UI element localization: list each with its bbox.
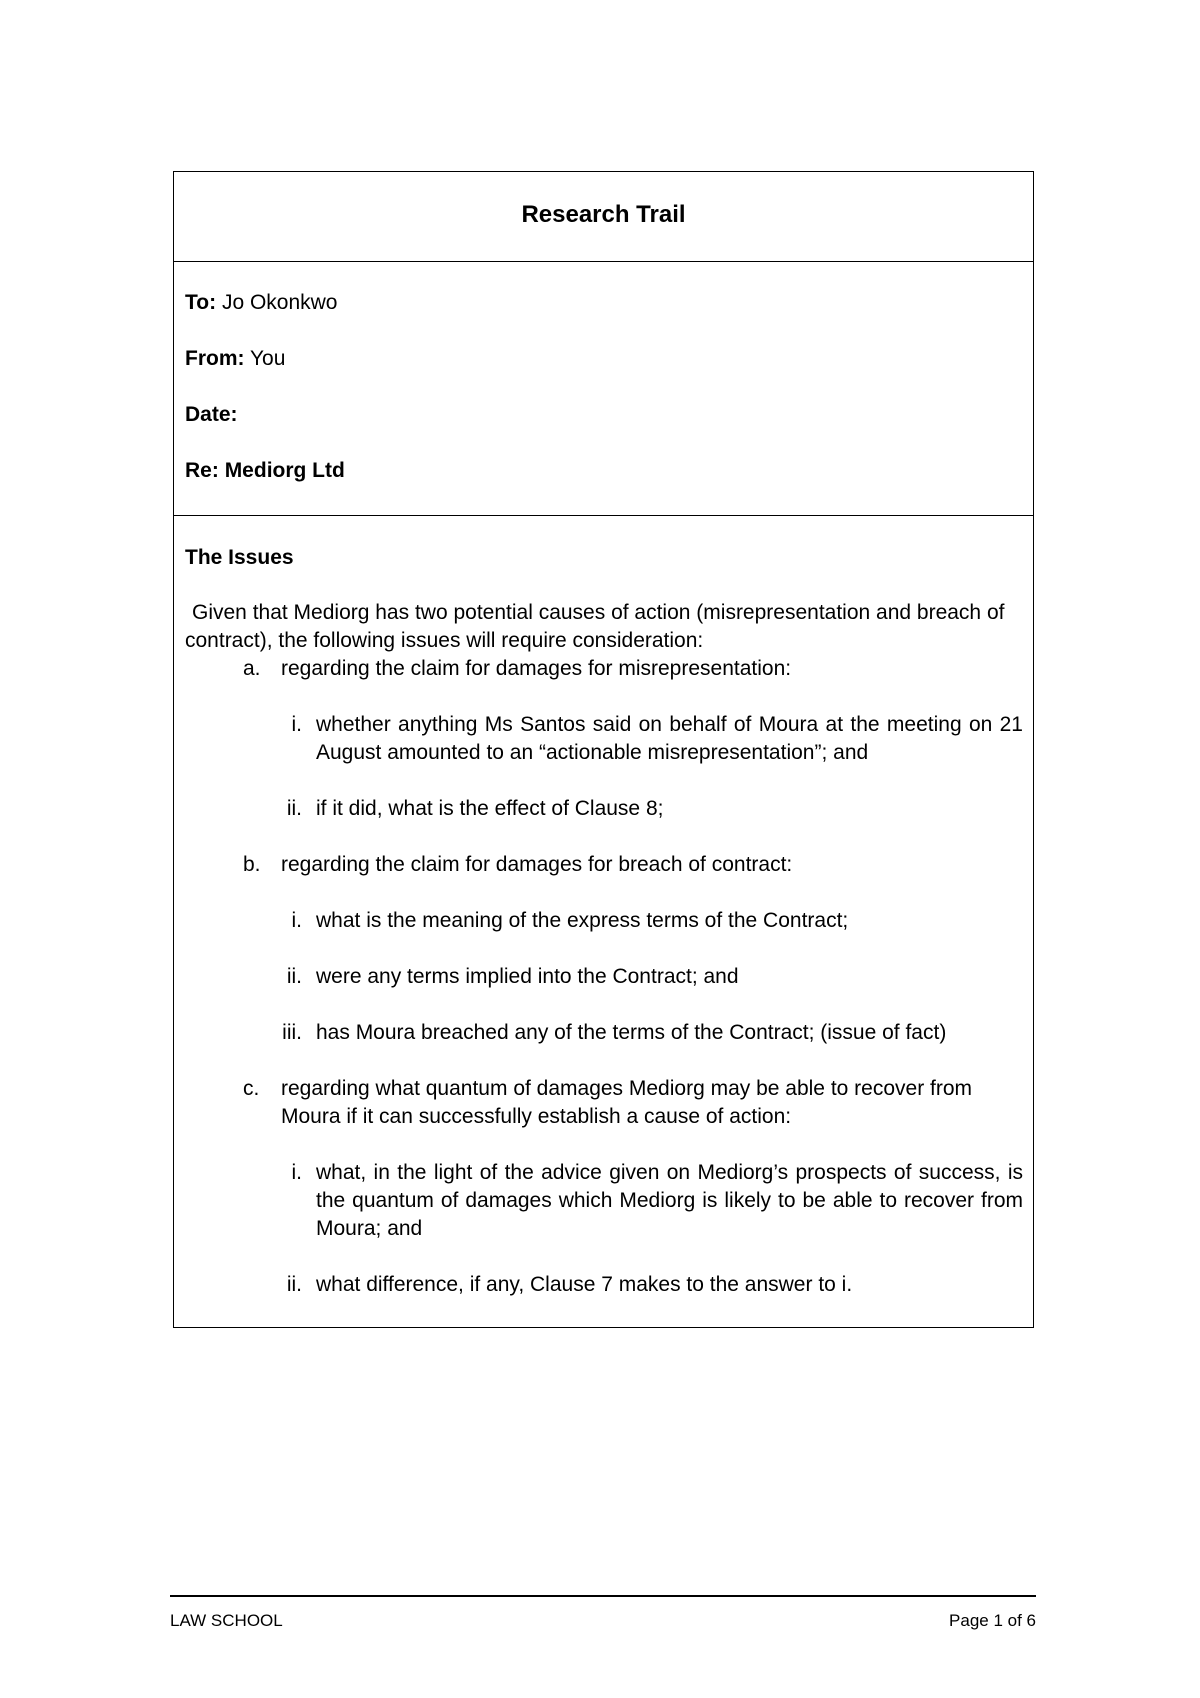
- issue-b-i: [277, 907, 1023, 935]
- item-text: were any terms implied into the Contract; and: [316, 965, 739, 988]
- item-text: if it did, what is the effect of Clause 8;: [316, 797, 664, 820]
- issue-section-c: [243, 1075, 1023, 1131]
- item-text: has Moura breached any of the terms of the Contract; (issue of fact): [316, 1021, 947, 1044]
- issue-section-a: [243, 655, 1023, 683]
- re-value: Mediorg Ltd: [224, 459, 345, 482]
- re-line: [185, 457, 1033, 513]
- issue-section-b: [243, 851, 1023, 879]
- item-marker: ii.: [286, 965, 302, 988]
- item-marker: i.: [291, 909, 302, 932]
- item-text: what, in the light of the advice given on Mediorg’s prospects of success, is the quantum of damages which Mediorg is likely to be able to recover from Moura; and: [316, 1161, 1023, 1240]
- date-line: [185, 401, 1033, 457]
- page-number: Page 1 of 6: [949, 1611, 1036, 1630]
- section-text: regarding what quantum of damages Mediorg may be able to recover from Moura if it can successfully establish a cause of action:: [281, 1077, 973, 1128]
- section-marker: c.: [243, 1077, 260, 1100]
- to-value: Jo Okonkwo: [221, 291, 338, 314]
- issues-cell: [174, 516, 1033, 1327]
- to-line: [185, 289, 1033, 345]
- footer-school-name: LAW SCHOOL: [170, 1611, 283, 1630]
- section-text: regarding the claim for damages for misrepresentation:: [281, 657, 792, 680]
- memo-header-cell: [174, 262, 1033, 516]
- issue-c-i: [277, 1159, 1023, 1243]
- item-marker: i.: [291, 713, 302, 736]
- issue-b-iii: [277, 1019, 1023, 1047]
- issue-c-ii: [277, 1271, 1023, 1299]
- issues-intro: Given that Mediorg has two potential causes of action (misrepresentation and breach of contract), the following issues will require consideration:: [185, 601, 1005, 652]
- date-label: Date:: [185, 403, 238, 426]
- item-marker: ii.: [286, 1273, 302, 1296]
- from-line: [185, 345, 1033, 401]
- item-marker: i.: [291, 1161, 302, 1184]
- from-value: You: [249, 347, 286, 370]
- title-cell: [174, 172, 1033, 262]
- item-text: what is the meaning of the express terms of the Contract;: [316, 909, 849, 932]
- issue-b-ii: [277, 963, 1023, 991]
- research-trail-table: [173, 171, 1034, 1328]
- section-marker: a.: [243, 657, 261, 680]
- item-text: whether anything Ms Santos said on behalf of Moura at the meeting on 21 August amounted to an “actionable misrepresentation”; and: [316, 713, 1023, 764]
- item-marker: ii.: [286, 797, 302, 820]
- re-label: Re:: [185, 459, 219, 482]
- section-text: regarding the claim for damages for breach of contract:: [281, 853, 793, 876]
- from-label: From:: [185, 347, 245, 370]
- item-marker: iii.: [282, 1021, 302, 1044]
- issue-a-ii: [277, 795, 1023, 823]
- document-title: Research Trail: [521, 200, 686, 228]
- item-text: what difference, if any, Clause 7 makes to the answer to i.: [316, 1273, 853, 1296]
- issues-heading: The Issues: [185, 546, 294, 569]
- footer-divider: [170, 1595, 1036, 1597]
- to-label: To:: [185, 291, 217, 314]
- section-marker: b.: [243, 853, 261, 876]
- issue-a-i: [277, 711, 1023, 767]
